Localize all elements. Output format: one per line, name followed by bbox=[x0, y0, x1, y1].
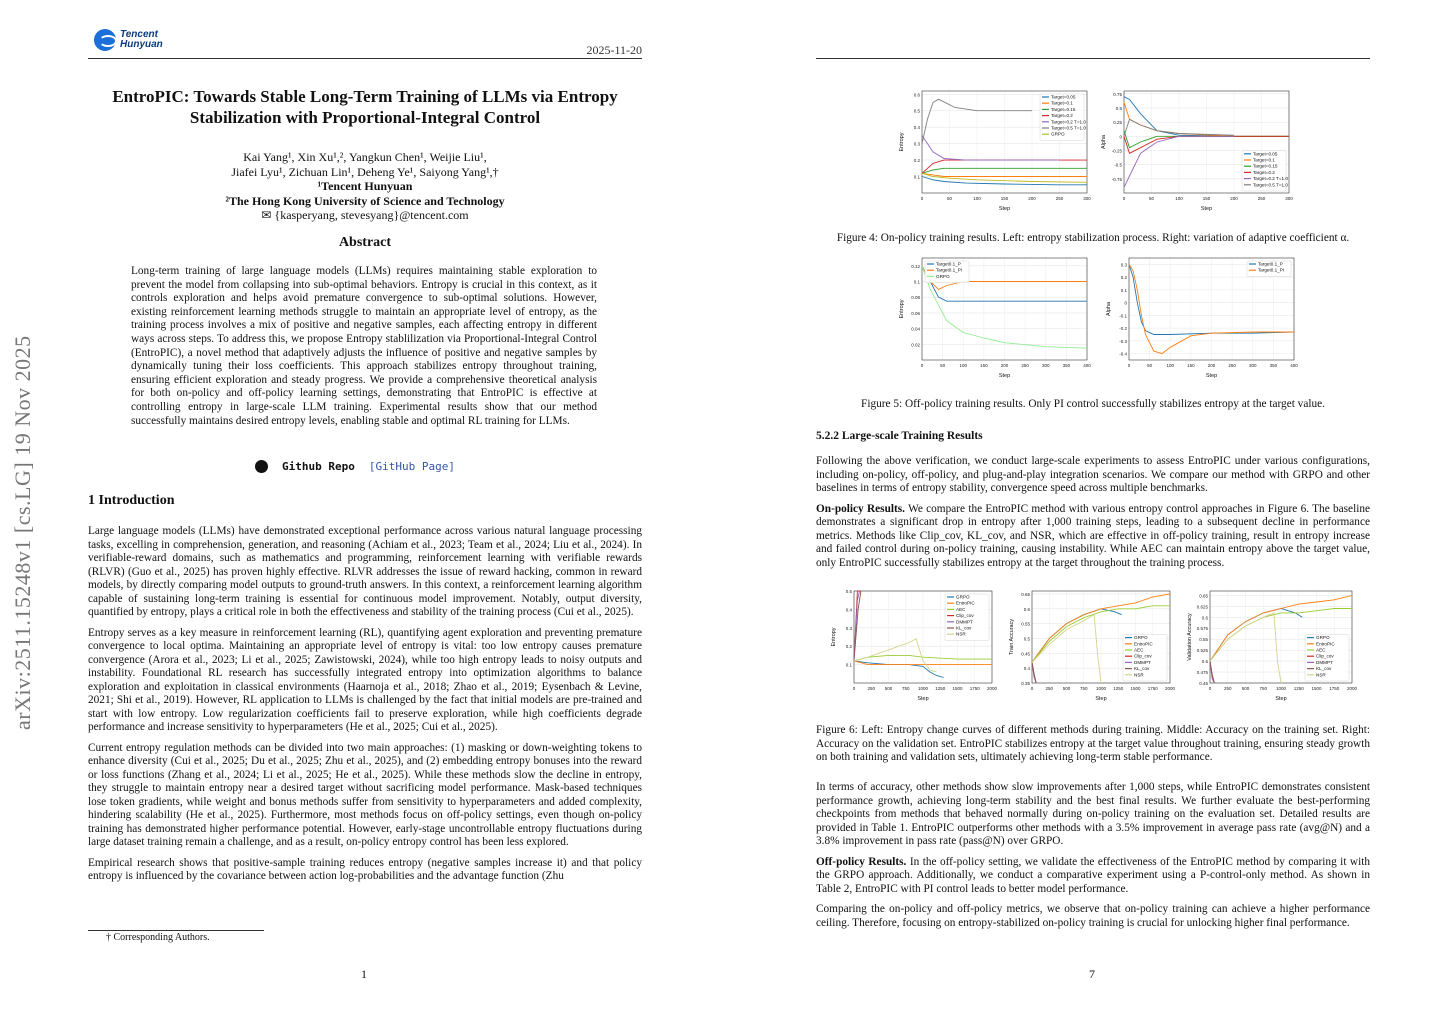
legend-label: NSR bbox=[956, 631, 966, 637]
y-tick-label: 0.5 bbox=[1115, 106, 1122, 111]
intro-body bbox=[88, 525, 642, 891]
x-tick-label: 500 bbox=[884, 686, 893, 691]
y-tick-label: 0.45 bbox=[1021, 651, 1030, 657]
x-tick-label: 500 bbox=[1241, 686, 1250, 691]
intro-paragraph-2: Entropy serves as a key measure in reinforcement learning (RL), quantifying agent exploration and preventing premature convergence to local optima. Maintaining an appropriate level of entropy is vital: too low entropy causes premature convergence (Arora et al., 2023; Li et al., 2025; Zawistowski, 2024), while too high entropy leads to noisy outputs and instability. Foundational RL research has successfully integrated entropy into optimization algorithms to balance exploration and exploitation in classical environments (Haarnoja et al., 2018; Zhao et al., 2019; Eysenbach & Levine, 2021; Shi et al., 2019). However, RL application to LLMs is challenged by the fact that initial models are pre-trained and start with low entropy. Low regularization coefficients fail to preserve exploration, while high coefficients degrade performance and increase sensitivity to hyperparameters (He et al., 2025; Cui et al., 2025). bbox=[88, 626, 642, 733]
y-axis-label: Alpha bbox=[1101, 134, 1107, 150]
legend-label: AEC bbox=[1316, 647, 1326, 653]
x-tick-label: 50 bbox=[1147, 363, 1153, 368]
x-tick-label: 250 bbox=[1055, 196, 1064, 201]
github-repo-label: Github Repo bbox=[282, 460, 355, 473]
legend-label: Clip_cov bbox=[1316, 653, 1334, 659]
y-tick-label: 0.5 bbox=[845, 589, 852, 594]
x-tick-label: 1500 bbox=[1130, 686, 1141, 691]
x-tick-label: 150 bbox=[1000, 196, 1009, 201]
legend-label: Target=0.5 T=1.0 bbox=[1253, 182, 1288, 188]
paper-title: EntroPIC: Towards Stable Long-Term Training of LLMs via Entropy Stabilization with Proportional-Integral Control bbox=[112, 87, 618, 127]
author-emails: ✉ {kasperyang, stevesyang}@tencent.com bbox=[261, 208, 469, 222]
x-tick-label: 1250 bbox=[1113, 686, 1124, 691]
figure-4-caption: Figure 4: On-policy training results. Left: entropy stabilization process. Right: variation of adaptive coefficient α. bbox=[836, 232, 1350, 244]
y-tick-label: 0.2 bbox=[845, 644, 852, 650]
intro-paragraph-1: Large language models (LLMs) have demonstrated exceptional performance across various natural language processing tasks, excelling in comprehension, generation, and reasoning (Achiam et al., 2023; Team et al., 2024; Liu et al., 2024). In verifiable-reward domains, such as mathematics and programming, reinforcement learning with verifiable rewards (RLVR) (Guo et al., 2025) has proven highly effective. RLVR addresses the issue of reward hacking, common in reward models, by directly comparing model outputs to ground-truth answers. In this context, a reinforcement learning algorithm capable of sustaining long-term training is essential for continuous model improvement. Notably, output diversity, quantified by entropy, plays a critical role in both the effectiveness and stability of the training process (Cui et al., 2025). bbox=[88, 525, 642, 618]
x-tick-label: 400 bbox=[1290, 363, 1298, 368]
x-axis-label: Step bbox=[998, 373, 1011, 379]
legend-label: Target0.1_P bbox=[1258, 261, 1283, 267]
legend-label: Target=0.05 bbox=[1051, 94, 1076, 100]
y-axis-label: Entropy bbox=[899, 132, 905, 152]
legend-label: Target=0.15 bbox=[1253, 163, 1278, 169]
figure-6-caption: Figure 6: Left: Entropy change curves of different methods during training. Middle: Accuracy on the training set. Right: Accuracy on the validation set. EntroPIC stabilizes entropy at the target value throughout training, ensuring steady growth on both training and validation sets, ultimately achieving long-term stable performance. bbox=[816, 724, 1370, 763]
intro-paragraph-4: Empirical research shows that positive-sample training reduces entropy (negative samples increase it) and that policy entropy is influenced by the covariance between action log-probabilities and the advantage function (Zhu bbox=[88, 856, 642, 882]
x-tick-label: 100 bbox=[1166, 363, 1175, 368]
legend-label: AEC bbox=[956, 606, 966, 612]
y-tick-label: 0.35 bbox=[1021, 681, 1030, 686]
legend-label: EntroPIC bbox=[956, 600, 975, 606]
legend-label: Clip_cov bbox=[1134, 653, 1152, 659]
series-line bbox=[854, 661, 944, 678]
header-rule bbox=[88, 58, 642, 59]
x-tick-label: 50 bbox=[1148, 196, 1155, 201]
x-axis-label: Step bbox=[1205, 373, 1218, 379]
legend-label: Target=0.05 bbox=[1253, 151, 1278, 157]
intro-paragraph-3: Current entropy regulation methods can be divided into two main approaches: (1) masking or down-weighting tokens to enhance diversity (Cui et al., 2025; Du et al., 2025; Zhu et al., 2025), and (2) embedding entropy bonuses into the reward or loss functions (Zhang et al., 2024; Li et al., 2025; He et al., 2025). While these methods slow the decline in entropy, they struggle to maintain entropy near a desired target without sacrificing model performance. Mask-based techniques lose token gradients, while weight and bonus methods suffer from sensitivity to hyperparameters and added complexity, hindering scalability (He et al., 2025). Furthermore, most methods focus on off-policy settings, even though on-policy training has demonstrated higher performance potential. However, early-stage uncontrollable entropy fluctuations during large dataset training remain a challenge, and as a result, on-policy entropy control has been less explored. bbox=[88, 741, 642, 848]
legend-label: Target=0.2 T=1.0 bbox=[1051, 119, 1086, 125]
legend-label: Target=0.2 bbox=[1051, 113, 1073, 119]
x-tick-label: 0 bbox=[1030, 686, 1034, 691]
on-policy-text: We compare the EntroPIC method with various entropy control approaches in Figure 6. The baseline demonstrates a significant drop in entropy after 1,000 training steps, leading to a subsequent decline in performance metrics. Methods like Clip_cov, KL_cov, and NSR, which are effective in off-policy training, result in entropy increase and failed control during on-policy training, causing instability. While AEC can maintain entropy above the target value, only EntroPIC successfully stabilizes entropy at the target throughout the training process. bbox=[816, 502, 1371, 569]
x-tick-label: 1000 bbox=[1095, 686, 1107, 691]
x-tick-label: 1750 bbox=[1147, 686, 1158, 691]
x-tick-label: 500 bbox=[1062, 686, 1071, 691]
x-tick-label: 50 bbox=[946, 196, 953, 201]
off-policy-heading: Off-policy Results. bbox=[816, 855, 907, 868]
results-body-bottom bbox=[816, 781, 1370, 937]
x-tick-label: 50 bbox=[940, 363, 946, 368]
authors-line-2: Jiafei Lyu¹, Zichuan Lin¹, Deheng Ye¹, Saiyong Yang¹,† bbox=[231, 164, 499, 179]
x-tick-label: 1250 bbox=[1293, 686, 1304, 691]
y-axis-label: Alpha bbox=[1106, 301, 1112, 317]
x-tick-label: 300 bbox=[1083, 196, 1091, 201]
fig6-middle-chart bbox=[1006, 585, 1174, 705]
y-tick-label: 0.65 bbox=[1021, 591, 1030, 597]
y-tick-label: 0.625 bbox=[1196, 604, 1208, 610]
x-tick-label: 250 bbox=[1257, 196, 1266, 201]
legend-label: AEC bbox=[1134, 647, 1144, 653]
y-axis-label: Validation Accuracy bbox=[1187, 613, 1193, 661]
on-policy-paragraph bbox=[816, 503, 1370, 571]
x-tick-label: 200 bbox=[1230, 196, 1238, 201]
tencent-hunyuan-logo bbox=[94, 29, 163, 51]
y-tick-label: 0.04 bbox=[911, 326, 920, 332]
legend-label: GRPO bbox=[1316, 635, 1330, 641]
fig5-right-chart bbox=[1103, 252, 1298, 382]
x-tick-label: 300 bbox=[1285, 196, 1293, 201]
x-axis-label: Step bbox=[917, 696, 929, 702]
x-tick-label: 100 bbox=[1175, 196, 1183, 201]
y-tick-label: 0 bbox=[1124, 300, 1127, 306]
x-tick-label: 750 bbox=[1259, 686, 1268, 691]
legend-label: Target=0.1 bbox=[1253, 157, 1275, 163]
github-page-link[interactable]: [GitHub Page] bbox=[368, 460, 455, 473]
affiliation-2: ²The Hong Kong University of Science and Technology bbox=[225, 193, 505, 208]
fig6-left-chart bbox=[828, 585, 996, 705]
legend-label: GRPO bbox=[936, 273, 950, 279]
x-axis-label: Step bbox=[1095, 696, 1107, 702]
legend-label: NSR bbox=[1134, 672, 1144, 678]
legend-label: NSR bbox=[1316, 672, 1326, 678]
x-tick-label: 250 bbox=[867, 686, 876, 691]
authors-line-1: Kai Yang¹, Xin Xu¹,², Yangkun Chen¹, Weijie Liu¹, bbox=[243, 150, 487, 164]
y-tick-label: 0.6 bbox=[1023, 606, 1030, 612]
paper-page-7 bbox=[728, 0, 1456, 1029]
y-axis-label: Entropy bbox=[831, 627, 837, 647]
y-tick-label: -0.3 bbox=[1119, 338, 1127, 344]
authors-block bbox=[88, 150, 642, 223]
legend-label: EntroPIC bbox=[1316, 641, 1335, 647]
x-tick-label: 300 bbox=[1041, 363, 1050, 368]
y-tick-label: 0.1 bbox=[1120, 287, 1127, 293]
legend-label: KL_cov bbox=[956, 625, 972, 631]
github-icon bbox=[255, 460, 268, 473]
x-tick-label: 250 bbox=[1045, 686, 1054, 691]
x-tick-label: 0 bbox=[920, 196, 924, 201]
fig6-right-chart bbox=[1184, 585, 1356, 705]
x-tick-label: 100 bbox=[959, 363, 968, 368]
y-axis-label: Train Accuracy bbox=[1009, 618, 1015, 656]
x-tick-label: 300 bbox=[1248, 363, 1257, 368]
legend-label: EntroPIC bbox=[1134, 641, 1153, 647]
legend-label: Target0.1_PI bbox=[936, 267, 963, 273]
footnote-rule bbox=[88, 930, 264, 931]
y-tick-label: -0.25 bbox=[1111, 148, 1122, 154]
subsection-heading: 5.2.2 Large-scale Training Results bbox=[816, 430, 983, 442]
header-rule-2 bbox=[816, 58, 1370, 59]
x-tick-label: 2000 bbox=[986, 686, 998, 691]
y-tick-label: 0 bbox=[1119, 134, 1122, 140]
x-tick-label: 1000 bbox=[917, 686, 929, 691]
y-tick-label: 0.02 bbox=[911, 342, 920, 348]
legend-label: KL_cov bbox=[1134, 666, 1150, 672]
page-number-1: 1 bbox=[361, 967, 367, 981]
y-tick-label: 0.55 bbox=[1021, 621, 1030, 627]
x-tick-label: 1750 bbox=[1329, 686, 1340, 691]
legend-label: DMMPT bbox=[1134, 659, 1151, 665]
legend-label: Target=0.2 bbox=[1253, 169, 1275, 175]
legend-label: GRPO bbox=[956, 594, 970, 600]
legend-label: Target0.1_P bbox=[936, 261, 961, 267]
y-tick-label: 0.45 bbox=[1199, 681, 1208, 686]
x-axis-label: Step bbox=[1275, 696, 1287, 702]
x-axis-label: Step bbox=[998, 206, 1011, 212]
y-tick-label: 0.6 bbox=[913, 92, 920, 98]
y-tick-label: 0.1 bbox=[845, 662, 852, 668]
x-tick-label: 2000 bbox=[1164, 686, 1176, 691]
y-tick-label: 0.08 bbox=[911, 295, 920, 301]
x-tick-label: 0 bbox=[1208, 686, 1212, 691]
y-tick-label: 0.55 bbox=[1199, 637, 1208, 643]
x-tick-label: 350 bbox=[1062, 363, 1071, 368]
x-tick-label: 150 bbox=[1202, 196, 1211, 201]
x-tick-label: 200 bbox=[1028, 196, 1036, 201]
x-tick-label: 250 bbox=[1223, 686, 1232, 691]
github-row bbox=[255, 460, 455, 473]
results-body-top bbox=[816, 455, 1370, 577]
arxiv-stamp: arXiv:2511.15248v1 [cs.LG] 19 Nov 2025 bbox=[10, 335, 35, 730]
y-tick-label: -0.1 bbox=[1119, 313, 1127, 319]
series-line bbox=[1032, 662, 1036, 683]
y-tick-label: 0.4 bbox=[845, 607, 852, 613]
x-tick-label: 200 bbox=[1207, 363, 1216, 368]
y-tick-label: -0.2 bbox=[1119, 326, 1127, 332]
y-tick-label: 0.6 bbox=[1201, 615, 1208, 621]
x-tick-label: 1500 bbox=[1311, 686, 1322, 691]
x-tick-label: 0 bbox=[1127, 363, 1131, 368]
y-tick-label: 0.525 bbox=[1196, 648, 1208, 654]
y-tick-label: 0.475 bbox=[1196, 670, 1208, 676]
x-tick-label: 250 bbox=[1228, 363, 1236, 368]
y-tick-label: 0.1 bbox=[913, 279, 920, 285]
x-tick-label: 750 bbox=[901, 686, 910, 691]
y-axis-label: Entropy bbox=[899, 299, 905, 319]
x-tick-label: 0 bbox=[852, 686, 856, 691]
figure-5-caption: Figure 5: Off-policy training results. Only PI control successfully stabilizes entropy at the target value. bbox=[861, 398, 1325, 410]
legend-label: Target=0.2 T=1.0 bbox=[1253, 176, 1288, 182]
y-tick-label: -0.4 bbox=[1119, 351, 1127, 357]
y-tick-label: 0.06 bbox=[911, 310, 920, 316]
y-tick-label: 0.12 bbox=[911, 263, 920, 269]
legend-label: DMMPT bbox=[1316, 659, 1333, 665]
comparison-paragraph: Comparing the on-policy and off-policy metrics, we observe that on-policy training can achieve a higher performance ceiling. Therefore, focusing on entropy-stabilized on-policy training is crucial for unlocking higher final performance. bbox=[816, 903, 1370, 929]
results-paragraph-1: Following the above verification, we conduct large-scale experiments to assess EntroPIC under various configurations, including on-policy, off-policy, and plug-and-play integration scenarios. We compare our method with GRPO and other baselines in terms of entropy stability, convergence speed across multiple benchmarks. bbox=[816, 455, 1370, 494]
legend-label: Target=0.1 bbox=[1051, 100, 1073, 106]
legend-label: DMMPT bbox=[956, 619, 973, 625]
y-tick-label: -0.5 bbox=[1114, 162, 1122, 168]
x-tick-label: 0 bbox=[1122, 196, 1126, 201]
x-tick-label: 150 bbox=[980, 363, 988, 368]
series-line bbox=[922, 135, 1060, 160]
accuracy-paragraph: In terms of accuracy, other methods show slow improvements after 1,000 steps, while EntroPIC demonstrates consistent performance growth, achieving long-term stability and the best final results. We further evaluate the best-performing checkpoints from methods that behaved normally during on-policy training on the evaluation set. Detailed results are provided in Table 1. EntroPIC outperforms other methods with a 3.5% improvement in average pass rate (avg@N) and a 3.8% improvement in pass rate (pass@N) over GRPO. bbox=[816, 781, 1370, 847]
abstract-text: Long-term training of large language models (LLMs) requires maintaining stable exploration to prevent the model from collapsing into sub-optimal behaviors. Entropy is crucial in this context, as it controls exploration and helps avoid premature convergence to sub-optimal solutions. However, existing reinforcement learning methods struggle to maintain an appropriate level of entropy, as the training process involves a mix of positive and negative samples, each affecting entropy in different ways across steps. To address this, we propose Entropy stablilization via Proportional-Integral Control (EntroPIC), a novel method that adaptively adjusts the influence of positive and negative samples by dynamically tuning their loss coefficients. This approach stabilizes entropy throughout training, ensuring efficient exploration and steady progress. We provide a comprehensive theoretical analysis for both on-policy and off-policy learning settings, demonstrating that EntroPIC is effective at controlling entropy in large-scale LLM training. Experimental results show that our method successfully maintains desired entropy levels, enabling stable and optimal RL training for LLMs. bbox=[131, 265, 597, 427]
y-tick-label: 0.3 bbox=[845, 625, 852, 631]
affiliation-1: ¹Tencent Hunyuan bbox=[317, 179, 413, 193]
x-tick-label: 1250 bbox=[935, 686, 946, 691]
legend-label: Target=0.15 bbox=[1051, 106, 1076, 112]
y-tick-label: 0.5 bbox=[1023, 636, 1030, 642]
hunyuan-logo-icon bbox=[94, 29, 116, 51]
off-policy-paragraph bbox=[816, 856, 1370, 897]
series-line bbox=[1032, 609, 1122, 662]
x-tick-label: 1500 bbox=[952, 686, 963, 691]
legend-label: Target0.1_PI bbox=[1258, 267, 1285, 273]
y-tick-label: 0.4 bbox=[1023, 666, 1030, 672]
y-tick-label: 0.5 bbox=[1201, 659, 1208, 665]
x-tick-label: 200 bbox=[1000, 363, 1009, 368]
on-policy-heading: On-policy Results. bbox=[816, 502, 905, 515]
page-number-7: 7 bbox=[1089, 967, 1095, 981]
x-tick-label: 100 bbox=[973, 196, 981, 201]
y-tick-label: 0.75 bbox=[1113, 91, 1122, 97]
y-tick-label: 0.25 bbox=[1113, 120, 1122, 126]
y-tick-label: 0.575 bbox=[1196, 626, 1208, 632]
y-tick-label: 0.3 bbox=[913, 141, 920, 147]
x-tick-label: 2000 bbox=[1346, 686, 1358, 691]
legend-label: KL_cov bbox=[1316, 666, 1332, 672]
x-tick-label: 750 bbox=[1079, 686, 1088, 691]
y-tick-label: 0.1 bbox=[913, 174, 920, 180]
x-tick-label: 150 bbox=[1187, 363, 1195, 368]
x-axis-label: Step bbox=[1200, 206, 1213, 212]
legend-label: GRPO bbox=[1134, 635, 1148, 641]
legend-label: Target=0.5 T=1.0 bbox=[1051, 125, 1086, 131]
footnote: † Corresponding Authors. bbox=[106, 932, 210, 943]
x-tick-label: 400 bbox=[1083, 363, 1091, 368]
x-tick-label: 0 bbox=[920, 363, 924, 368]
y-tick-label: 0.2 bbox=[913, 158, 920, 164]
x-tick-label: 350 bbox=[1269, 363, 1278, 368]
legend-label: GRPO bbox=[1051, 131, 1065, 137]
y-tick-label: 0.3 bbox=[1120, 262, 1127, 268]
section-heading-introduction: 1 Introduction bbox=[88, 493, 175, 508]
y-tick-label: 0.2 bbox=[1120, 275, 1127, 281]
y-tick-label: 0.65 bbox=[1199, 593, 1208, 599]
y-tick-label: 0.4 bbox=[913, 125, 920, 131]
date: 2025-11-20 bbox=[586, 43, 642, 57]
y-tick-label: 0.5 bbox=[913, 108, 920, 114]
y-tick-label: -0.75 bbox=[1111, 176, 1122, 182]
x-tick-label: 250 bbox=[1021, 363, 1029, 368]
abstract-heading: Abstract bbox=[338, 235, 392, 250]
x-tick-label: 1000 bbox=[1275, 686, 1287, 691]
legend-label: Clip_cov bbox=[956, 613, 974, 619]
fig5-left-chart bbox=[896, 252, 1091, 382]
logo-text: Tencent Hunyuan bbox=[120, 29, 163, 50]
off-policy-text: In the off-policy setting, we validate the effectiveness of the EntroPIC method by comparing it with the GRPO approach. Additionally, we conduct a comparative experiment using a P-control-only method. As shown in Table 2, EntroPIC with PI control leads to better model performance. bbox=[816, 855, 1370, 895]
fig4-left-chart bbox=[896, 85, 1091, 215]
x-tick-label: 1750 bbox=[969, 686, 980, 691]
fig4-right-chart bbox=[1098, 85, 1293, 215]
